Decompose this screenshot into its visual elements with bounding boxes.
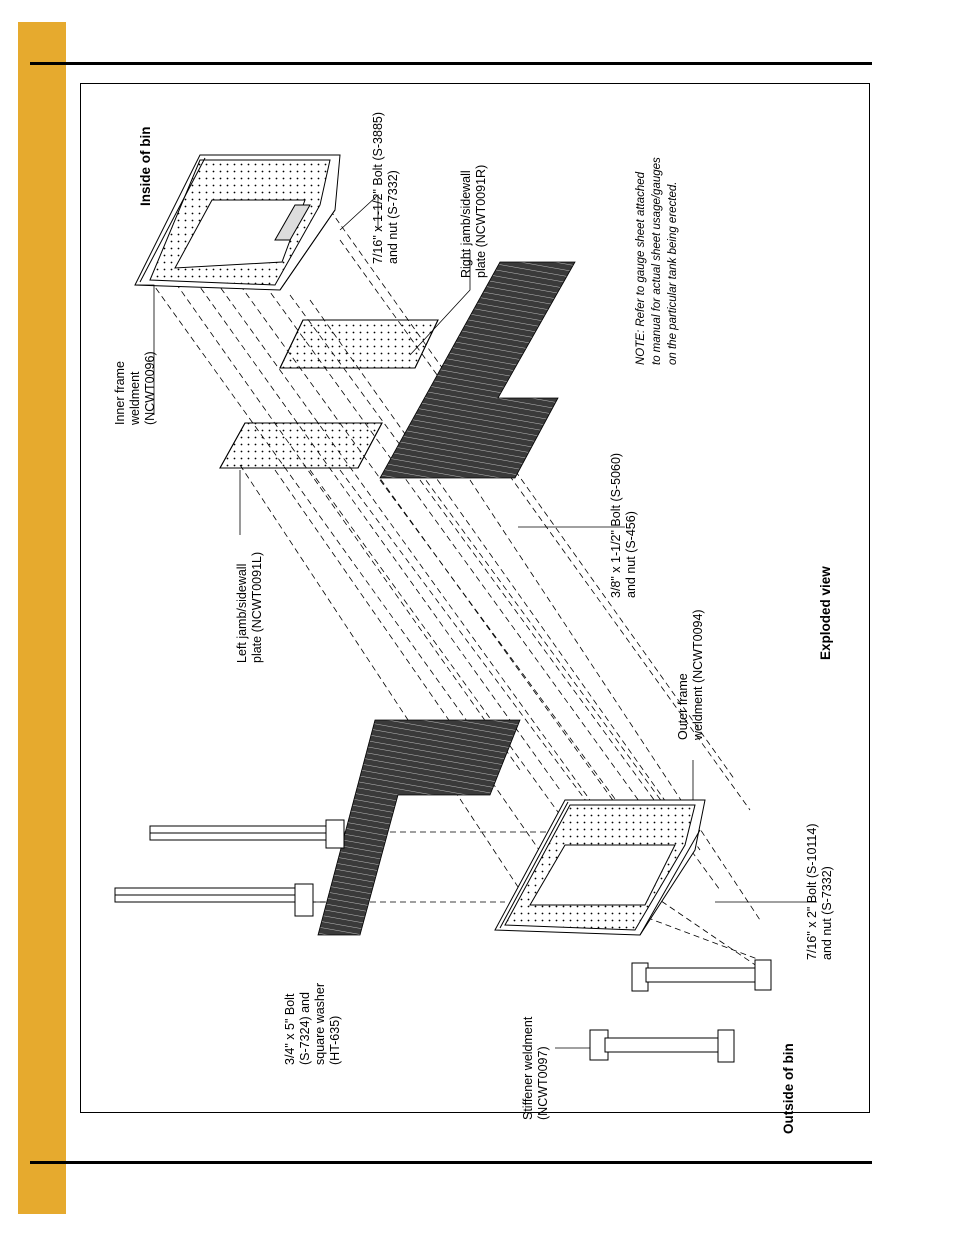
right-jamb-sidewall-plate bbox=[280, 320, 438, 368]
svg-text:and nut (S-7332): and nut (S-7332) bbox=[820, 866, 834, 960]
label-outer-frame bbox=[676, 609, 705, 741]
stiffener-column-top-right bbox=[150, 820, 344, 848]
svg-text:3/8" x 1-1/2" Bolt (S-5060): 3/8" x 1-1/2" Bolt (S-5060) bbox=[609, 452, 623, 598]
svg-text:7/16" x 1-1/2" Bolt (S-3885): 7/16" x 1-1/2" Bolt (S-3885) bbox=[371, 111, 385, 264]
svg-text:Inner frame: Inner frame bbox=[113, 361, 127, 425]
svg-text:(HT-635): (HT-635) bbox=[328, 1015, 342, 1065]
left-jamb-sidewall-plate bbox=[220, 423, 382, 468]
label-exploded-view: Exploded view bbox=[818, 566, 833, 660]
label-inner-frame bbox=[113, 351, 157, 426]
svg-text:plate (NCWT0091R): plate (NCWT0091R) bbox=[474, 164, 488, 278]
stiffener-weldment-right bbox=[632, 960, 771, 991]
svg-text:to manual for actual sheet usa: to manual for actual sheet usage/gauges bbox=[651, 157, 663, 365]
svg-text:Left jamb/sidewall: Left jamb/sidewall bbox=[235, 563, 249, 663]
svg-text:and nut (S-7332): and nut (S-7332) bbox=[386, 170, 400, 264]
svg-text:(NCWT0097): (NCWT0097) bbox=[536, 1046, 550, 1120]
svg-text:weldment (NCWT0094): weldment (NCWT0094) bbox=[691, 609, 705, 740]
svg-text:plate (NCWT0091L): plate (NCWT0091L) bbox=[250, 551, 264, 663]
svg-text:on the particular tank being e: on the particular tank being erected. bbox=[667, 181, 679, 365]
corrugated-sheet-lower bbox=[318, 720, 520, 935]
label-outside-of-bin: Outside of bin bbox=[781, 1043, 796, 1134]
note-label: NOTE: bbox=[635, 329, 647, 365]
svg-text:NOTE: Refer to gauge sheet att: NOTE: Refer to gauge sheet attached bbox=[635, 171, 647, 365]
label-bolt-7-16-2 bbox=[805, 824, 834, 961]
inner-frame-weldment bbox=[135, 155, 340, 290]
svg-text:7/16" x 2" Bolt (S-10114): 7/16" x 2" Bolt (S-10114) bbox=[805, 823, 819, 960]
label-inside-of-bin: Inside of bin bbox=[138, 126, 153, 206]
svg-text:3/4" x 5" Bolt: 3/4" x 5" Bolt bbox=[283, 993, 297, 1065]
svg-text:(NCWT0096): (NCWT0096) bbox=[143, 351, 157, 425]
svg-text:and nut (S-456): and nut (S-456) bbox=[624, 511, 638, 598]
outer-frame-weldment bbox=[495, 800, 705, 935]
label-bolt-7-16-1-5 bbox=[371, 112, 400, 264]
label-stiffener bbox=[521, 1016, 550, 1120]
stiffener-column-top-left bbox=[115, 884, 313, 916]
label-left-jamb bbox=[235, 552, 264, 663]
label-right-jamb bbox=[459, 165, 488, 278]
stiffener-weldment-left bbox=[590, 1030, 734, 1062]
svg-text:weldment: weldment bbox=[128, 371, 142, 425]
svg-text:Stiffener weldment: Stiffener weldment bbox=[521, 1016, 535, 1120]
svg-text:Right jamb/sidewall: Right jamb/sidewall bbox=[459, 170, 473, 278]
svg-text:Outer frame: Outer frame bbox=[676, 673, 690, 740]
corrugated-sheet-upper bbox=[380, 262, 575, 478]
svg-text:(S-7324) and: (S-7324) and bbox=[298, 992, 312, 1065]
guide-line bbox=[645, 890, 770, 975]
note-text bbox=[635, 157, 679, 365]
label-bolt-3-8 bbox=[609, 453, 638, 598]
svg-text:square washer: square washer bbox=[313, 983, 327, 1065]
label-bolt-3-4 bbox=[283, 983, 342, 1065]
